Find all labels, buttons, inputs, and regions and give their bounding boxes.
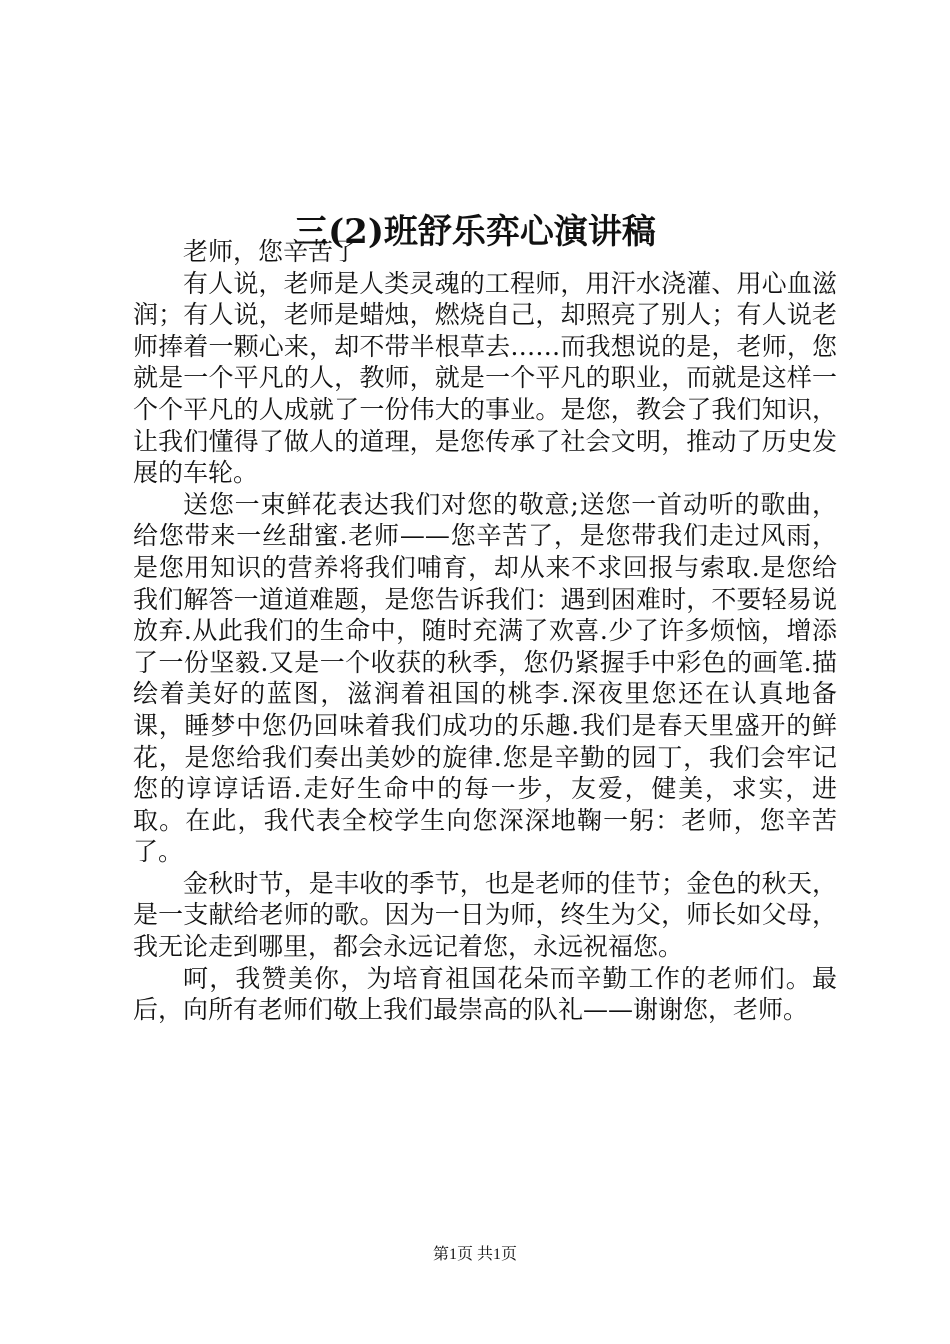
page-footer: 第1页 共1页 — [432, 1246, 517, 1263]
greeting-paragraph: 老师，您辛苦了 — [183, 237, 359, 266]
document-body — [133, 236, 837, 1026]
body-paragraph: 送您一束鲜花表达我们对您的敬意;送您一首动听的歌曲，给您带来一丝甜蜜.老师——您辛苦了，是您带我们走过风雨，是您用知识的营养将我们哺育，却从来不求回报与索取.是您给我们解答一道道难题，是您告诉我们：遇到困难时，不要轻易说放弃.从此我们的生命中，随时充满了欢喜.少了许多烦恼，增添了一份坚毅.又是一个收获的秋季，您仍紧握手中彩色的画笔.描绘着美好的蓝图，滋润着祖国的桃李.深夜里您还在认真地备课，睡梦中您仍回味着我们成功的乐趣.我们是春天里盛开的鲜花，是您给我们奏出美妙的旋律.您是辛勤的园丁，我们会牢记您的谆谆话语.走好生命中的每一步，友爱，健美，求实，进取。在此，我代表全校学生向您深深地鞠一躬：老师，您辛苦了。 — [133, 489, 837, 867]
body-paragraph: 呵，我赞美你，为培育祖国花朵而辛勤工作的老师们。最后，向所有老师们敬上我们最崇高的队礼——谢谢您，老师。 — [133, 963, 837, 1025]
document-title: 三(2)班舒乐弈心演讲稿 — [294, 211, 656, 252]
body-paragraph: 金秋时节，是丰收的季节，也是老师的佳节；金色的秋天，是一支献给老师的歌。因为一日为师，终生为父，师长如父母，我无论走到哪里，都会永远记着您，永远祝福您。 — [133, 868, 837, 962]
body-paragraph: 有人说，老师是人类灵魂的工程师，用汗水浇灌、用心血滋润；有人说，老师是蜡烛，燃烧自己，却照亮了别人；有人说老师捧着一颗心来，却不带半根草去……而我想说的是，老师，您就是一个平凡的人，教师，就是一个平凡的职业，而就是这样一个个平凡的人成就了一份伟大的事业。是您，教会了我们知识，让我们懂得了做人的道理，是您传承了社会文明，推动了历史发展的车轮。 — [133, 268, 837, 488]
